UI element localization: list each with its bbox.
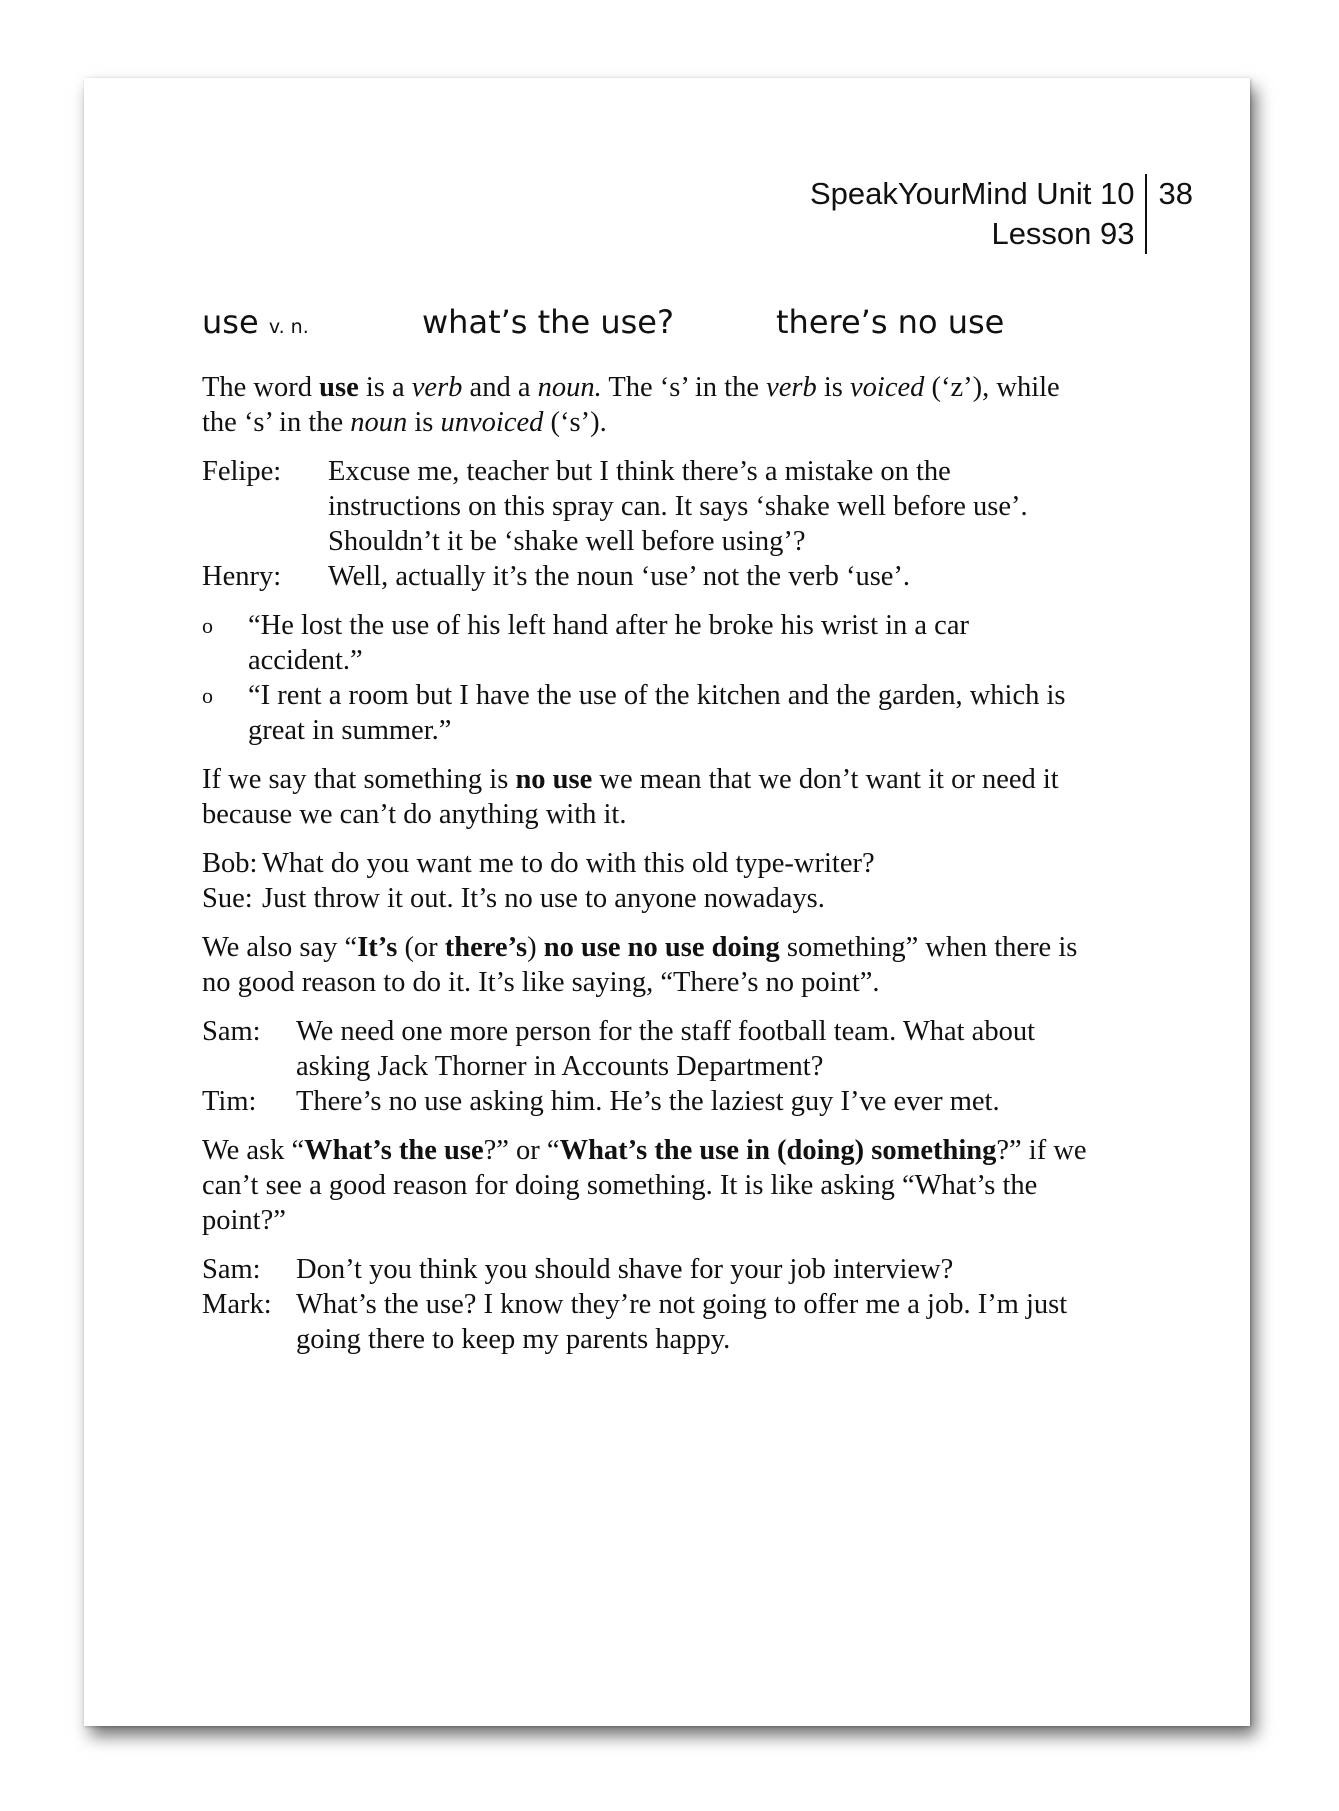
whats-the-use-paragraph: We ask “What’s the use?” or “What’s the use in (doing) something?” if we can’t see a good reason for doing something. It is like asking “What’s the point?” (202, 1135, 1087, 1236)
speaker: Henry: (202, 561, 282, 592)
speaker: Sue: (202, 883, 253, 914)
speaker: Tim: (202, 1086, 257, 1117)
list-item (202, 678, 1087, 748)
speaker: Sam: (202, 1016, 261, 1047)
page-header (810, 174, 1193, 254)
dialogue-line: We need one more person for the staff football team. What about asking Jack Thorner in Accounts Department? (296, 1016, 1035, 1082)
dialogue-1 (202, 454, 1087, 594)
lesson-title: Lesson 93 (991, 216, 1135, 251)
heading-phrase-2: there’s no use (776, 303, 1005, 341)
unit-title: SpeakYourMind Unit 10 (809, 176, 1135, 211)
bullet-marker: o (202, 613, 213, 638)
speaker: Felipe: (202, 456, 282, 487)
document-page (84, 78, 1250, 1726)
header-titles (810, 174, 1147, 254)
example-list (202, 608, 1087, 748)
heading-phrase-1: what’s the use? (422, 303, 674, 341)
lesson-body (202, 370, 1087, 1371)
dialogue-4 (202, 1252, 1087, 1357)
heading-row (202, 303, 1102, 347)
dialogue-line: Don’t you think you should shave for your job interview? (296, 1254, 954, 1285)
part-of-speech: v. n. (268, 316, 309, 338)
example-text: “I rent a room but I have the use of the kitchen and the garden, which is great in summer.” (248, 680, 1066, 746)
bullet-marker: o (202, 683, 213, 708)
speaker: Mark: (202, 1289, 272, 1320)
dialogue-line: There’s no use asking him. He’s the laziest guy I’ve ever met. (296, 1086, 1000, 1117)
dialogue-line: What’s the use? I know they’re not going to offer me a job. I’m just going there to keep my parents happy. (296, 1289, 1068, 1355)
dialogue-line: Excuse me, teacher but I think there’s a mistake on the instructions on this spray can. It says ‘shake well before use’. Shouldn’t it be ‘shake well before using’? (328, 456, 1028, 557)
its-no-use-paragraph: We also say “It’s (or there’s) no use no use doing something” when there is no good reason to do it. It’s like saying, “There’s no point”. (202, 932, 1078, 998)
intro-paragraph: The word use is a verb and a noun. The ‘s’ in the verb is voiced (‘z’), while the ‘s’ in the noun is unvoiced (‘s’). (202, 372, 1060, 438)
list-item (202, 608, 1087, 678)
dialogue-2 (202, 846, 1087, 916)
example-text: “He lost the use of his left hand after he broke his wrist in a car accident.” (248, 610, 969, 676)
no-use-paragraph: If we say that something is no use we mean that we don’t want it or need it because we can’t do anything with it. (202, 764, 1059, 830)
heading-word: use v. n. (202, 303, 309, 341)
page-number: 38 (1158, 176, 1193, 211)
dialogue-3 (202, 1014, 1087, 1119)
speaker: Bob: (202, 848, 258, 879)
dialogue-line: Just throw it out. It’s no use to anyone nowadays. (262, 883, 825, 914)
speaker: Sam: (202, 1254, 261, 1285)
dialogue-line: What do you want me to do with this old type-writer? (262, 848, 875, 879)
dialogue-line: Well, actually it’s the noun ‘use’ not the verb ‘use’. (328, 561, 911, 592)
